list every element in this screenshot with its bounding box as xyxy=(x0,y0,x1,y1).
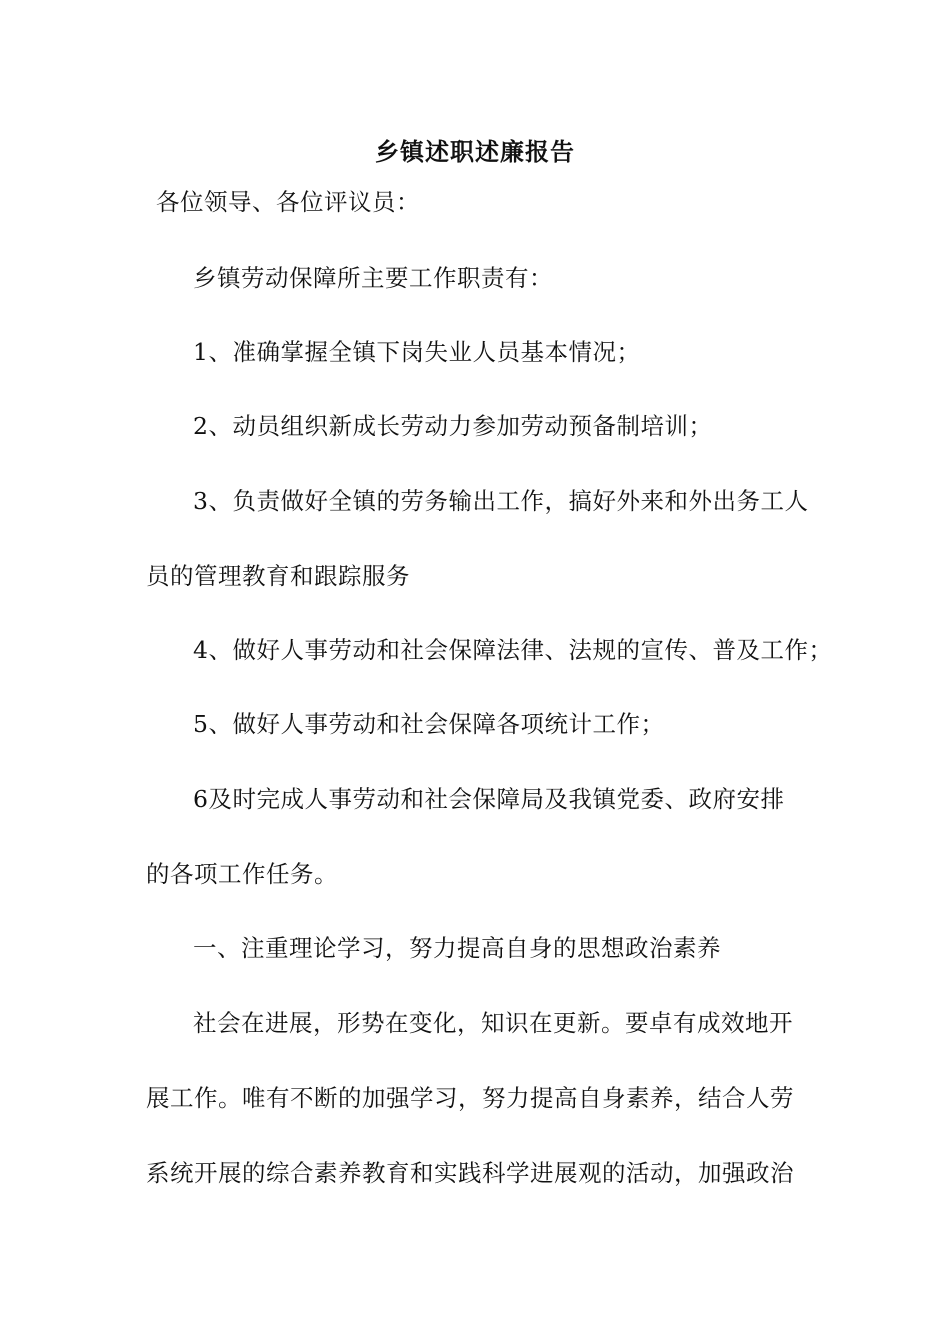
duty-item-3-line-2: 员的管理教育和跟踪服务 xyxy=(146,562,410,590)
document-title: 乡镇述职述廉报告 xyxy=(375,137,575,166)
paragraph-duties-intro: 乡镇劳动保障所主要工作职责有： xyxy=(193,264,553,292)
salutation: 各位领导、各位评议员： xyxy=(156,188,420,216)
section-heading-1: 一、注重理论学习，努力提高自身的思想政治素养 xyxy=(193,934,721,962)
duty-item-5: 5、做好人事劳动和社会保障各项统计工作； xyxy=(193,710,665,738)
body-paragraph-line-1: 社会在进展，形势在变化，知识在更新。要卓有成效地开 xyxy=(193,1009,793,1037)
duty-item-1: 1、准确掌握全镇下岗失业人员基本情况； xyxy=(193,338,641,366)
body-paragraph-line-2: 展工作。唯有不断的加强学习，努力提高自身素养，结合人劳 xyxy=(146,1084,794,1112)
duty-item-2: 2、动员组织新成长劳动力参加劳动预备制培训； xyxy=(193,412,713,440)
duty-item-4: 4、做好人事劳动和社会保障法律、法规的宣传、普及工作； xyxy=(193,636,833,664)
duty-item-6-line-1: 6及时完成人事劳动和社会保障局及我镇党委、政府安排 xyxy=(193,785,785,813)
body-paragraph-line-3: 系统开展的综合素养教育和实践科学进展观的活动，加强政治 xyxy=(146,1159,794,1187)
duty-item-6-line-2: 的各项工作任务。 xyxy=(146,860,338,888)
duty-item-3-line-1: 3、负责做好全镇的劳务输出工作，搞好外来和外出务工人 xyxy=(193,487,809,515)
